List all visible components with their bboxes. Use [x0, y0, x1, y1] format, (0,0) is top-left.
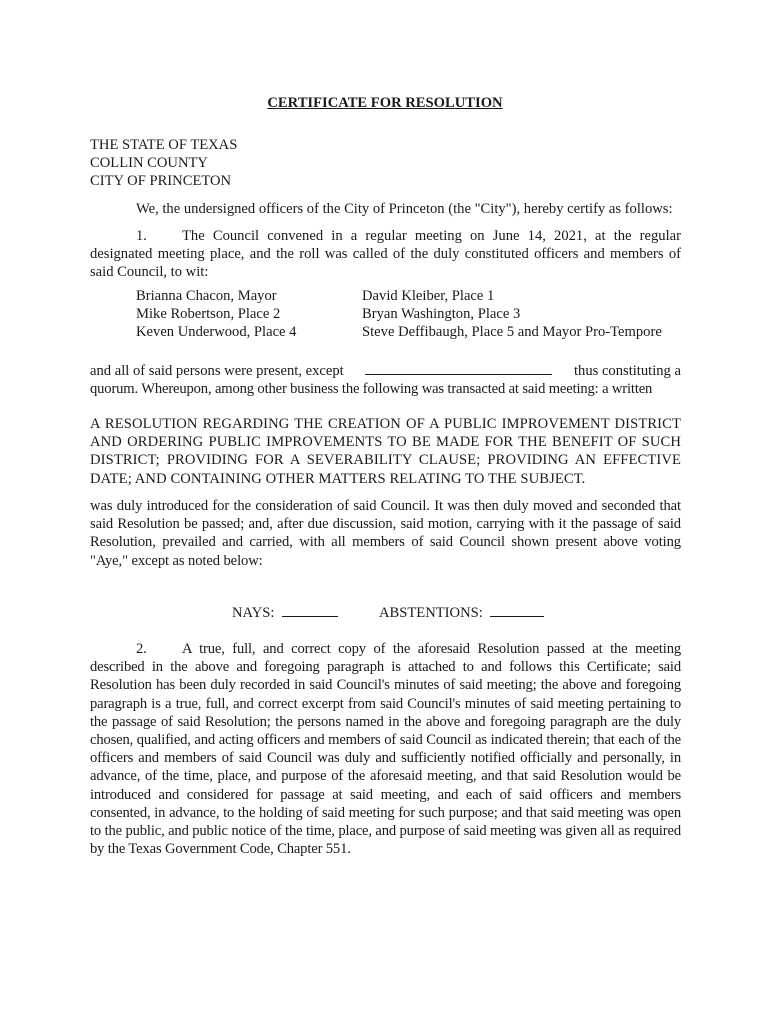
attendance-statement: [90, 361, 681, 398]
jurisdiction-header: [90, 136, 681, 191]
paragraph-2-text: A true, full, and correct copy of the aforesaid Resolution passed at the meeting described in the above and foregoing paragraph is attached to and follows this Certificate; said Resolution has been duly recorded in said Council's minutes of said meeting; the above and foregoing paragraph is a true, full, and correct excerpt from said Council's minutes of said meeting pertaining to the passage of said Resolution; the persons named in the above and foregoing paragraph are the duly chosen, qualified, and acting officers and members of said Council as indicated therein; that each of the officers and members of said Council was duly and sufficiently notified officially and personally, in advance, of the time, place, and purpose of the aforesaid meeting, and that said Resolution would be introduced and considered for passage at said meeting, and each of said officers and members consented, in advance, to the holding of said meeting for such purpose; and that said meeting was open to the public, and public notice of the time, place, and purpose of said meeting was given all as required by the Texas Government Code, Chapter 551.: [90, 641, 681, 858]
member-name: Mike Robertson, Place 2: [136, 306, 281, 323]
member-name: Brianna Chacon, Mayor: [136, 288, 277, 304]
member-name: Bryan Washington, Place 3: [362, 306, 521, 323]
introduction-paragraph: was duly introduced for the consideration of said Council. It was then duly moved and seconded that said Resolution be passed; and, after due discussion, said motion, carrying with it the passage of said Resolution, prevailed and carried, with all members of said Council shown present above voting "Aye," except as noted below:: [90, 498, 681, 569]
county-line: COLLIN COUNTY: [90, 155, 208, 172]
vote-tally: [90, 603, 681, 623]
member-name: David Kleiber, Place 1: [362, 288, 495, 304]
abstentions-field: [379, 603, 544, 622]
abstentions-label: ABSTENTIONS:: [379, 605, 483, 621]
resolution-caption: A RESOLUTION REGARDING THE CREATION OF A PUBLIC IMPROVEMENT DISTRICT AND ORDERING PUBLIC IMPROVEMENTS TO BE MADE FOR THE BENEFIT OF SUCH DISTRICT; PROVIDING FOR A SEVERABILITY CLAUSE; PROVIDING AN EFFECTIVE DATE; AND CONTAINING OTHER MATTERS RELATING TO THE SUBJECT.: [90, 416, 681, 487]
roster-right-column: [362, 287, 662, 342]
nays-label: NAYS:: [232, 605, 275, 621]
member-name: Keven Underwood, Place 4: [136, 324, 297, 341]
roster-left-column: [136, 287, 296, 342]
attendance-text-after: thus constituting a: [573, 363, 681, 379]
nays-field: [232, 603, 338, 622]
paragraph-2: [90, 640, 681, 858]
nays-blank: [282, 603, 338, 617]
paragraph-2-number: 2.: [136, 641, 147, 657]
paragraph-1-number: 1.: [136, 228, 147, 244]
absent-members-blank: [365, 361, 552, 375]
state-line: THE STATE OF TEXAS: [90, 137, 238, 153]
city-line: CITY OF PRINCETON: [90, 173, 232, 190]
attendance-line: [90, 361, 681, 380]
intro-statement: We, the undersigned officers of the City of Princeton (the "City"), hereby certify as follows:: [136, 201, 673, 217]
document-title: CERTIFICATE FOR RESOLUTION: [267, 95, 503, 111]
attendance-text-before: and all of said persons were present, except: [90, 363, 344, 379]
paragraph-1: [90, 227, 681, 282]
member-name: Steve Deffibaugh, Place 5 and Mayor Pro-Tempore: [362, 324, 662, 341]
council-roster: [90, 287, 681, 343]
quorum-line: quorum. Whereupon, among other business the following was transacted at said meeting: a written: [90, 381, 653, 398]
abstentions-blank: [490, 603, 544, 617]
paragraph-1-text: The Council convened in a regular meeting on June 14, 2021, at the regular designated meeting place, and the roll was called of the duly constituted officers and members of said Council, to wit:: [90, 228, 681, 281]
